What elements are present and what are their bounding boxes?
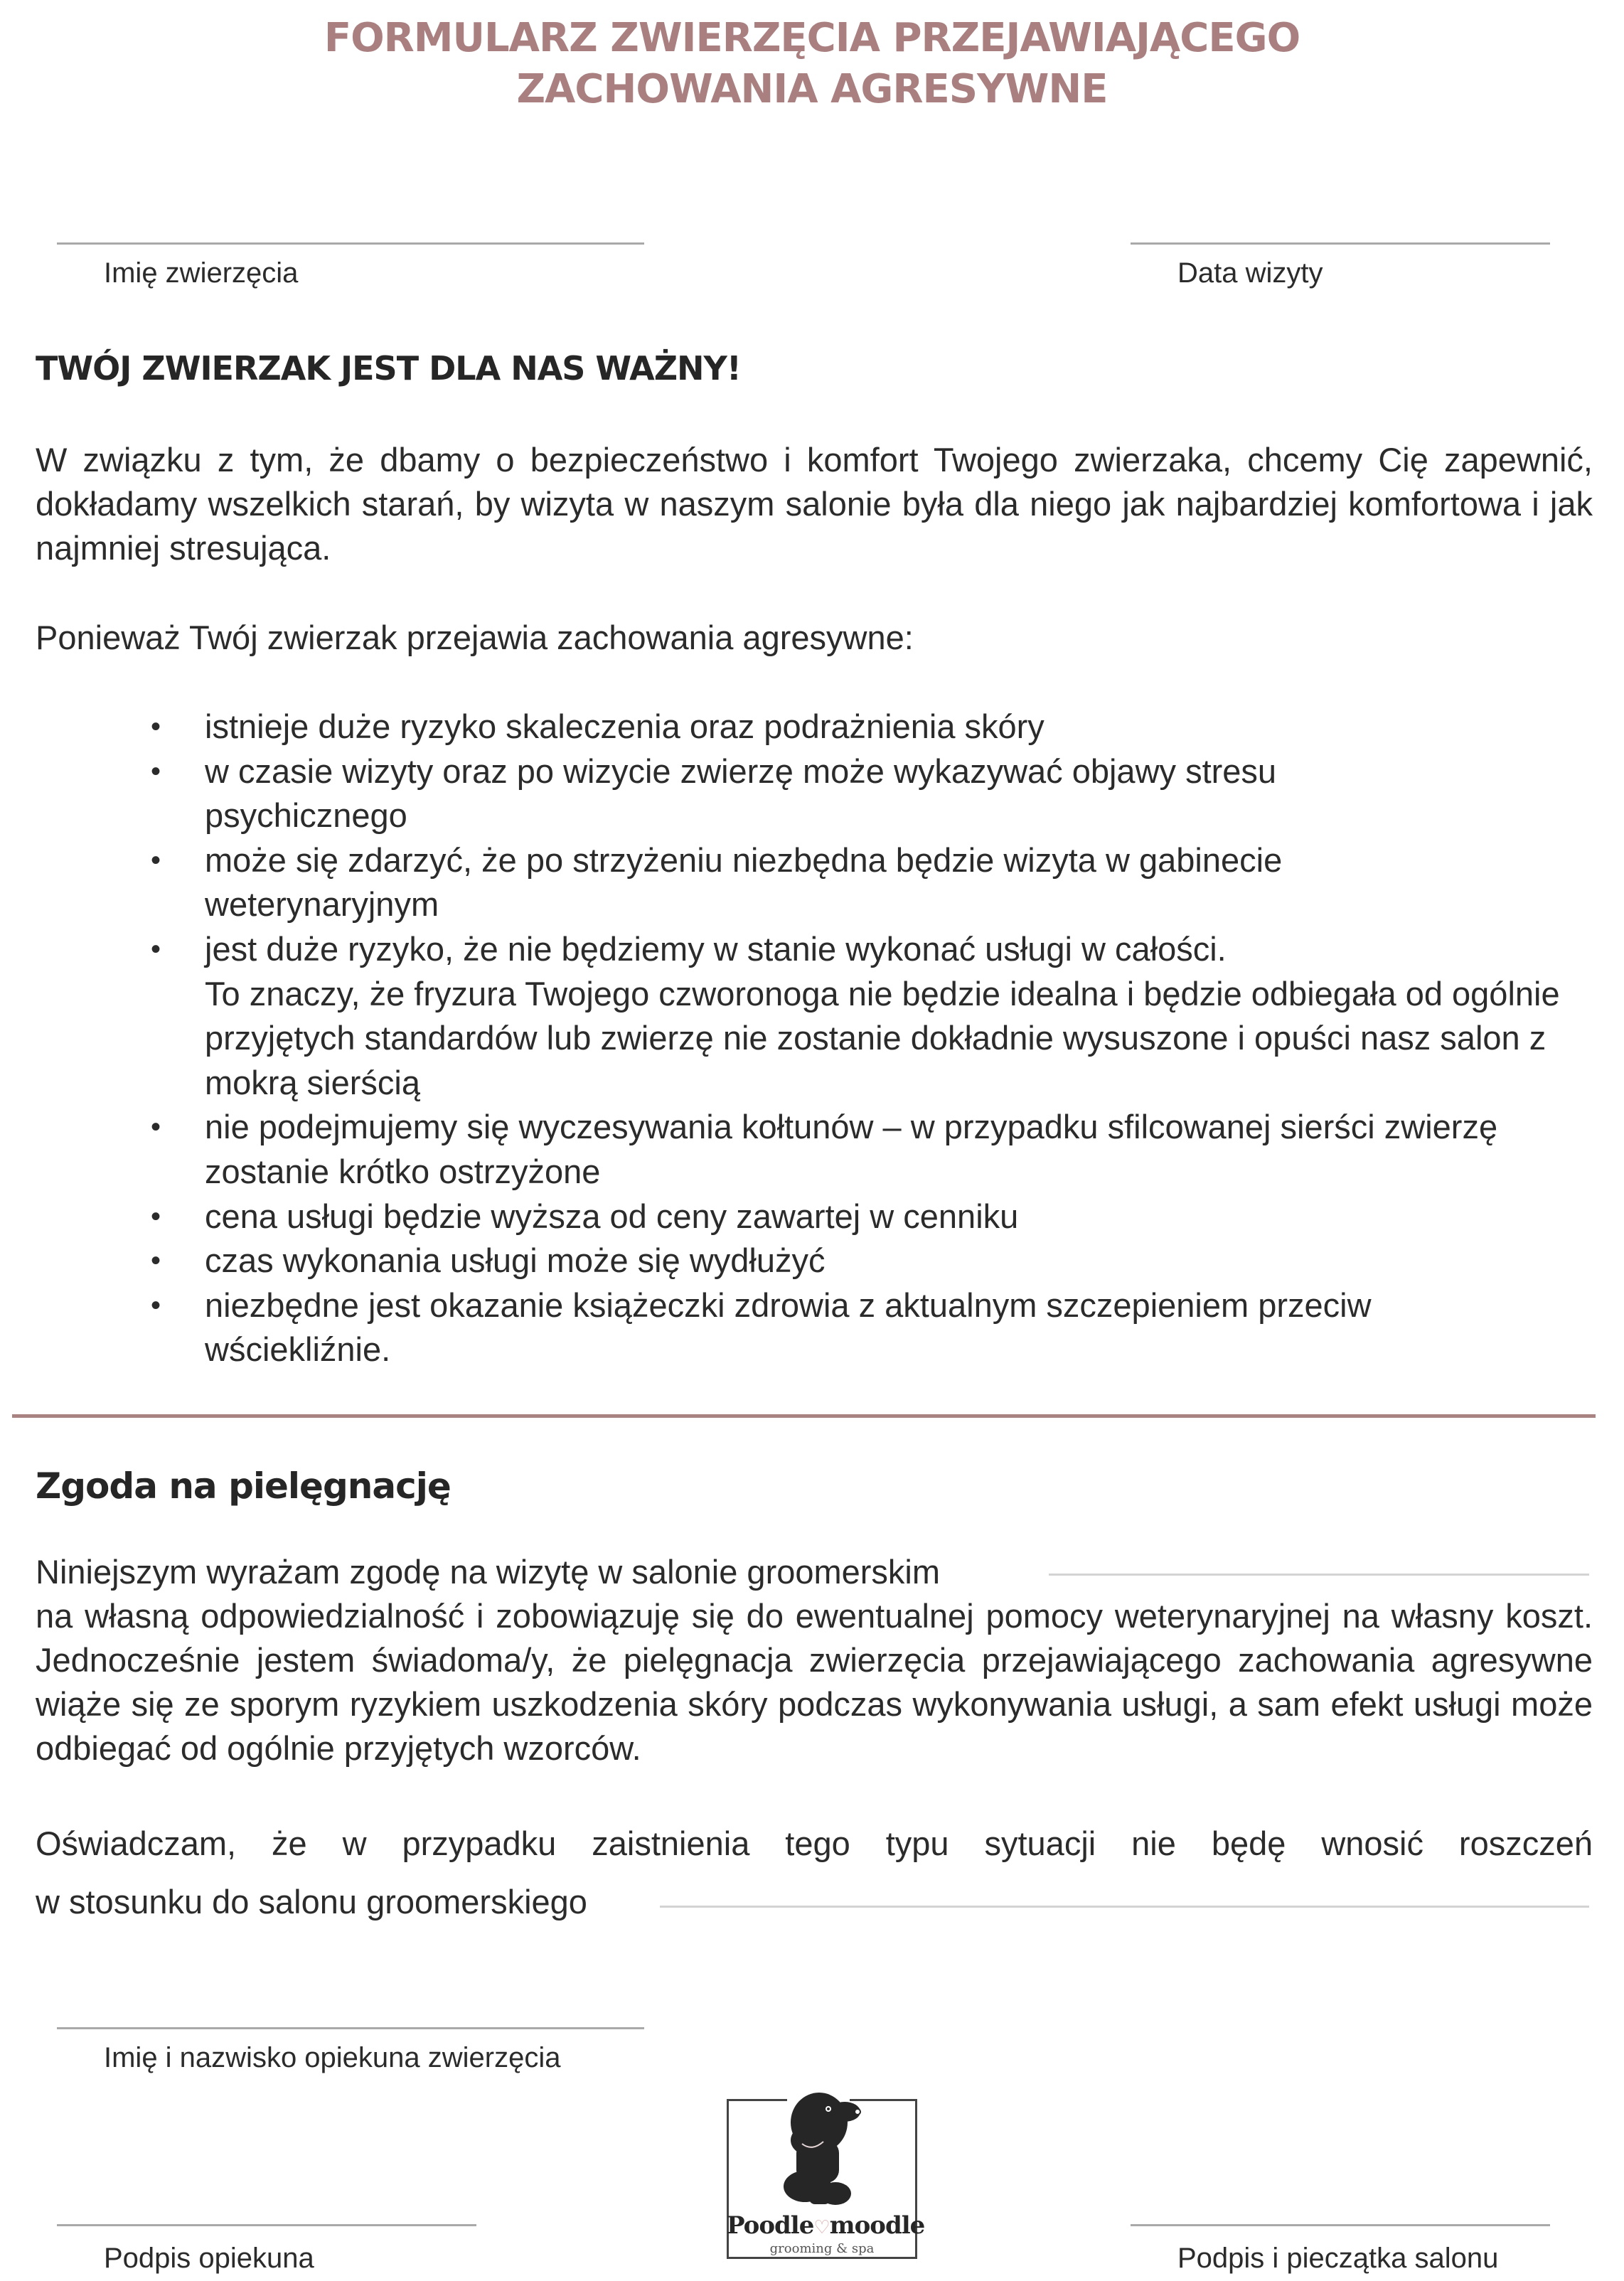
pet-name-label: Imię zwierzęcia xyxy=(104,257,299,289)
risk-list xyxy=(142,705,1564,1372)
bullet-continuation: To znaczy, że fryzura Twojego czworonoga nie będzie idealna i będzie odbiegała od ogólnie przyjętych standardów lub zwierzę nie zostanie dokładnie wysuszone i opuści nasz salon z mokrą sierścią xyxy=(205,974,1560,1101)
heart-icon: ♡ xyxy=(813,2217,830,2238)
bullet-icon: • xyxy=(151,1245,161,1277)
declaration-line-2: w stosunku do salonu groomerskiego xyxy=(36,1883,587,1921)
visit-date-label: Data wizyty xyxy=(1177,257,1323,289)
salon-signature-field[interactable] xyxy=(1131,2224,1550,2226)
bullet-icon: • xyxy=(151,1111,161,1143)
document-title xyxy=(0,13,1624,115)
info-heading: TWÓJ ZWIERZAK JEST DLA NAS WAŻNY! xyxy=(36,349,741,388)
consent-paragraph: na własną odpowiedzialność i zobowiązuję się do ewentualnej pomocy weterynaryjnej na własny koszt. Jednocześnie jestem świadoma/y, że pielęgnacja zwierzęcia przejawiającego zachowania agresywne wiąże się ze sporym ryzykiem uszkodzenia skóry podczas wykonywania usługi, a sam efekt usługi może odbiegać od ogólnie przyjętych wzorców. xyxy=(36,1597,1593,1767)
salon-signature-label: Podpis i pieczątka salonu xyxy=(1177,2243,1499,2274)
pet-name-field[interactable] xyxy=(57,242,644,245)
list-item: • cena usługi będzie wyższa od ceny zawartej w cenniku xyxy=(142,1195,1564,1239)
section-divider xyxy=(12,1414,1596,1418)
visit-date-field[interactable] xyxy=(1131,242,1550,245)
bullet-icon: • xyxy=(151,1289,161,1321)
owner-name-field[interactable] xyxy=(57,2027,644,2029)
consent-heading: Zgoda na pielęgnację xyxy=(36,1465,451,1507)
list-item: • nie podejmujemy się wyczesywania kołtunów – w przypadku sfilcowanej sierści zwierzę zostanie krótko ostrzyżone xyxy=(142,1105,1564,1194)
bullet-icon: • xyxy=(151,933,161,965)
list-item: • w czasie wizyty oraz po wizycie zwierzę może wykazywać objawy stresu psychicznego xyxy=(142,749,1414,838)
owner-signature-field[interactable] xyxy=(57,2224,476,2226)
owner-signature-label: Podpis opiekuna xyxy=(104,2243,314,2274)
consent-line-1: Niniejszym wyrażam zgodę na wizytę w salonie groomerskim xyxy=(36,1553,941,1591)
bullet-icon: • xyxy=(151,711,161,742)
bullet-icon: • xyxy=(151,844,161,876)
title-line-2: ZACHOWANIA AGRESYWNE xyxy=(516,66,1108,112)
poodle-silhouette-icon xyxy=(768,2090,882,2211)
logo-tagline: grooming & spa xyxy=(727,2241,917,2257)
salon-name-field[interactable] xyxy=(1049,1574,1589,1576)
list-item: • jest duże ryzyko, że nie będziemy w stanie wykonać usługi w całości. To znaczy, że fryzura Twojego czworonoga nie będzie idealna i będzie odbiegała od ogólnie przyjętych standardów lub zwierzę nie zostanie dokładnie wysuszone i opuści nasz salon z mokrą sierścią xyxy=(142,927,1564,1105)
owner-name-label: Imię i nazwisko opiekuna zwierzęcia xyxy=(104,2042,561,2073)
declaration-line-1: Oświadczam, że w przypadku zaistnienia tego typu sytuacji nie będę wnosić roszczeń xyxy=(36,1825,1593,1862)
salon-name-field-2[interactable] xyxy=(660,1906,1589,1908)
title-line-1: FORMULARZ ZWIERZĘCIA PRZEJAWIAJĄCEGO xyxy=(324,15,1300,61)
bullet-icon: • xyxy=(151,755,161,787)
list-item: • może się zdarzyć, że po strzyżeniu niezbędna będzie wizyta w gabinecie weterynaryjnym xyxy=(142,838,1428,927)
logo-text: Poodle♡moodle xyxy=(727,2211,925,2240)
intro-paragraph: W związku z tym, że dbamy o bezpieczeństwo i komfort Twojego zwierzaka, chcemy Cię zapewnić, dokładamy wszelkich starań, by wizyta w naszym salonie była dla niego jak najbardziej komfortowa i jak najmniej stresująca. xyxy=(36,441,1593,567)
lead-text: Ponieważ Twój zwierzak przejawia zachowania agresywne: xyxy=(36,619,914,656)
list-item: • czas wykonania usługi może się wydłużyć xyxy=(142,1239,1564,1283)
list-item: • istnieje duże ryzyko skaleczenia oraz podrażnienia skóry xyxy=(142,705,1564,749)
bullet-icon: • xyxy=(151,1200,161,1232)
list-item: • niezbędne jest okazanie książeczki zdrowia z aktualnym szczepieniem przeciw wściekliźnie. xyxy=(142,1283,1556,1372)
